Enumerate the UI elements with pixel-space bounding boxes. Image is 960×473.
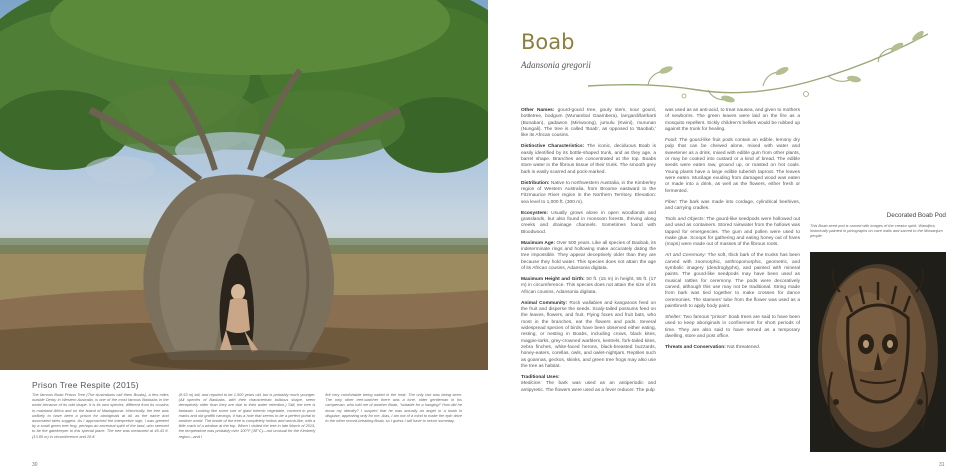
caption-column-2: (8.53 m) tall, and reputed to be 1,500 years old, but is probably much younger. (All species of Baobabs, with their characteristic bulbous shape, seem deceptively older than they are due to their water retention.) Still, the tree is fantastic. Looking like some sort of giant totemic vegetable, covered in pock marks and old graffiti carvings, it has a hole that seems to be a perfect portal to another world. The inside of the tree is completely hollow and womb-like, with a little crack of a window at the top. When I visited the tree in late March of 2015, the temperature was probably over 100°F (38°C)—not unusual for the Kimberly region—and I — [178, 392, 316, 439]
text-column-2 — [665, 108, 800, 356]
entry-sublabel: Tools and Objects: — [665, 216, 705, 222]
pod-photo-caption: This Boab seed pod is carved with images of the creator spirit, Wandjina, historically painted in pictographs on cave walls and sacred to the Mowanjum people. — [810, 223, 943, 238]
entry-text: Rock wallabies and kangaroos feed on the fruit and disperse the seeds. Scaly-tailed possums feed on the leaves, flowers, and fruit. Flying foxes and fruit bats, who roost in the branches, eat the flowers and pods. Several widespread species of birds have been observed either eating, resting, or nesting in Boabs, including crows, black kites, magpie-larks, grey-crowned warblers, kestrels, fork-tailed kites, zebra finches, white-faced herons, black-breasted buzzards, honey-eaters, corellas, owls, and owlet-nightjars. Reptiles such as goannas, geckos, skinks, and green tree frogs may also use the tree as habitat. — [521, 300, 656, 369]
text-column-1 — [521, 108, 656, 399]
entry-medicine-cont — [665, 108, 800, 133]
entry-other-names — [521, 108, 656, 140]
entry-medicine — [521, 381, 656, 394]
entry-text: The bark was made into cordage, cylindrical beehives, and carrying cradles. — [665, 199, 800, 211]
photo-caption-title: Prison Tree Respite (2015) — [32, 380, 139, 390]
boab-tree-photo — [0, 0, 488, 370]
entry-animal-community — [521, 301, 656, 371]
entry-distribution — [521, 181, 656, 206]
right-page — [488, 0, 960, 473]
entry-text: Usually grows alone in open woodlands and grasslands, but also found in monsoon forests, thriving along creeks and drainage channels. Sometimes found with Bloodwood. — [521, 210, 656, 235]
entry-label: Maximum Age: — [521, 240, 556, 246]
entry-height-girth — [521, 277, 656, 296]
entry-tools-objects — [665, 217, 800, 249]
entry-text: The soft, thick bark of the trunks has been carved with zoomorphic, anthropomorphic, geometric, and symbolic imagery (dendroglyphs), and painted with mineral paints. The gourd-like seedpods may have been used as musical rattles for ceremony. The pods were decoratively carved, although this use may not be traditional. String made from bark was tied together to make crosses for dance ceremonies. The stamens' tube from the flower was used as a paintbrush to apply body paint. — [665, 253, 800, 309]
entry-label: Threats and Conservation: — [665, 344, 726, 350]
caption-column-3: felt very comfortable being naked in the heat. The only risk was being seen. The only other tree-watcher there was a lone, older gentleman in his campervan, who told me of another Boab, "suitable for a hanging!" How did he know my identity? I suspect that he was actually an angel or a boab in disguise, appearing only for me. Alas, I am not of a mind to make the epic drive to the other record-breaking Boab, so I guess I will have to return someday. — [325, 392, 463, 424]
entry-sublabel: Shelter: — [665, 314, 682, 320]
entry-text: The gourd-like seedpods were hollowed out and used as containers. Stored rainwater from the hollows was tapped for emergencies. The gum and pollen were used to make glue. Scoops for gathering and eating honey out of hives (mops) were made out of masses of the fibrous roots. — [665, 216, 800, 248]
boab-pod-photo — [810, 252, 946, 452]
entry-label: Traditional Uses: — [521, 374, 560, 380]
entry-label: Animal Community: — [521, 300, 568, 306]
entry-text: The iconic, deciduous Boab is easily identified by its bottle-shaped trunk, and as they age, a barrel shape. Branches are concentrated at the top. Boabs store water in the fibrous tissue of their trunk. The smooth grey bark is easily scarred and pock-marked. — [521, 144, 656, 175]
entry-sublabel: Medicine: — [521, 381, 542, 387]
entry-text: Over 500 years. Like all species of Baobab, its indeterminate rings and hollowing make accurately dating the tree impossible. They appear deceptively older than they are because they hold water. This species does not attain the age of its African cousins, Adansonia digitata. — [521, 240, 656, 271]
entry-label: Maximum Height and Girth: — [521, 276, 585, 282]
entry-threats-conservation — [665, 345, 800, 351]
entry-art-ceremony — [665, 253, 800, 310]
photo-caption-body — [32, 392, 462, 439]
entry-label: Distinctive Characteristics: — [521, 144, 585, 150]
entry-text: was used as an anti-acid, to treat nausea, and given to mothers of newborns. The green leaves were laid on the fire as a mosquito repellent. Sickly children's bellies would be rubbed up against the trunk for healing. — [665, 108, 800, 133]
entry-label: Other Names: — [521, 108, 555, 113]
entry-text: 50 ft. (15 m) in height, 55 ft. (17 m) in circumference. This species does not attain the size of its African cousins, Adansonia digitata. — [521, 276, 656, 295]
entry-text: Native to northwestern Australia, in the Kimberley region of Western Australia, from Broome eastward to the Fitzmaurice River region in the Northern Territory. Elevation: sea level to 1,000 ft. (300 m). — [521, 180, 656, 205]
scientific-name: Adansonia gregorii — [521, 60, 591, 70]
entry-text: Not threatened. — [725, 344, 761, 350]
page-number-left: 30 — [32, 462, 38, 468]
entry-label: Ecosystem: — [521, 210, 548, 216]
entry-sublabel: Art and Ceremony: — [665, 253, 707, 259]
entry-text: The gourd-like fruit pods contain an edible, lemony dry pulp that can be chewed alone, mixed with water and sweetener as a drink, mixed with edible gum from other plants, or may be cooked into custard or a kind of bread. The edible seeds were eaten raw, ground up, or roasted on hot coals. Young plants have a large edible tuberish taproot. The leaves were eaten. Mucilage exuding from damaged wood was eaten or made into a drink, as well as the flowers, either fresh or fermented. — [665, 137, 800, 194]
entry-fiber — [665, 200, 800, 213]
entry-sublabel: Food: — [665, 137, 678, 143]
entry-text: gourd-gourd tree, gouty stem, sour gourd, bottletree, bodgum (Wunambal Gaambera), larrgardi/larrkarti (Bunaban), gadawon (Miriwoong), jumulu (Kwini), murunan (Nungali). The tree is called 'Boab', as opposed to 'Baobab,' like its African cousins. — [521, 108, 656, 139]
entry-shelter — [665, 315, 800, 340]
caption-column-1: The famous Boab Prison Tree (The Australians call them Boabs), a few miles outside Derby in Western Australia, is one of the most famous Baobabs in the world because of its odd shape. It is its own species, different from its cousins in mainland Africa and on the island of Madagascar. Historically, the tree was unlikely to have been a prison for aboriginals at all, as the name and associated tales suggest. As I approached the interpretive sign, I was greeted by a small green tree frog, perhaps an ancestral spirit of the land, who seemed to be the gatekeeper to this special place. The tree was measured at 45.43 ft. (13.85 m) in circumference and 28 ft. — [32, 392, 169, 439]
page-number-right: 31 — [939, 462, 945, 468]
entry-text: Two famous "prison" boab trees are said to have been used to keep aboriginals in confinement for short periods of time. They are also said to have served as a temporary dwelling, store and post office. — [665, 314, 800, 339]
pod-photo-title: Decorated Boab Pod — [886, 212, 946, 219]
entry-food — [665, 138, 800, 195]
entry-label: Distribution: — [521, 180, 550, 186]
entry-maximum-age — [521, 241, 656, 273]
entry-sublabel: Fiber: — [665, 199, 678, 205]
vine-ornament-icon — [588, 24, 928, 104]
page-title: Boab — [521, 30, 575, 54]
entry-ecosystem — [521, 211, 656, 236]
entry-text: The bark was used as an antiperiodic and antipyretic. The flowers were used as a fever reducer. The pulp — [521, 381, 656, 393]
entry-distinctive-characteristics — [521, 144, 656, 176]
